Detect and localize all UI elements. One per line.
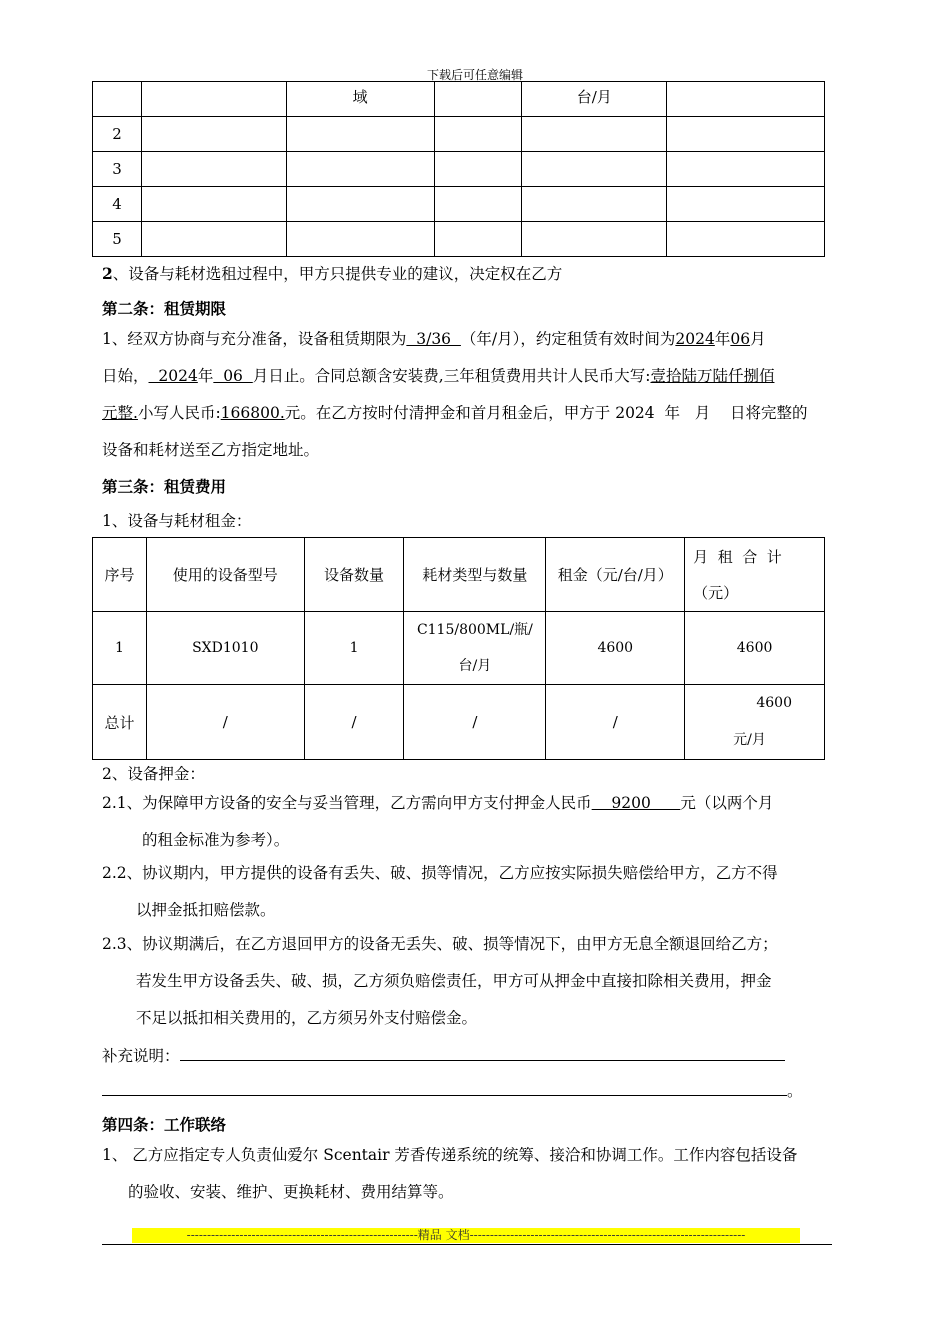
article3-heading: 第三条：租赁费用 <box>102 477 227 496</box>
article4-heading: 第四条：工作联络 <box>102 1115 227 1134</box>
deposit-clause-2-1: 2.1、为保障甲方设备的安全与妥当管理，乙方需向甲方支付押金人民币 9200 元（以两个月 的租金标准为参考）。 <box>102 794 774 849</box>
table-row <box>93 222 825 257</box>
cell-total-label: 总计 <box>93 685 147 760</box>
footer-banner: ---------------------------------------------------------精品 文档-------------------------------------------------------------------- <box>132 1228 800 1243</box>
cell-consumable: C115/800ML/瓶/台/月 <box>404 612 546 685</box>
rent-table <box>92 537 825 760</box>
row-index: 4 <box>93 187 142 222</box>
table-row <box>93 538 825 612</box>
table-cell <box>141 82 286 117</box>
col-header-model: 使用的设备型号 <box>146 538 304 612</box>
cell-model: SXD1010 <box>146 612 304 685</box>
table-row <box>93 685 825 760</box>
supplement-blank <box>180 1046 785 1061</box>
article2-paragraph: 1、经双方协商与充分准备，设备租赁期限为 3/36 （年/月），约定租赁有效时间为2024年06月 日始， 2024年 06 月日止。合同总额含安装费,三年租赁费用共计人民币大写:壹拾陆万陆仟捌佰 元整.小写人民币:166800.元。在乙方按时付清押金和首月租金后，甲方于 2024 年 月 日将完整的 设备和耗材送至乙方指定地址。 <box>102 330 808 459</box>
table-cell <box>434 82 522 117</box>
cell-rent: 4600 <box>546 612 685 685</box>
col-header-qty: 设备数量 <box>304 538 404 612</box>
table-row <box>93 612 825 685</box>
row-index: 3 <box>93 152 142 187</box>
table-cell: 台/月 <box>522 82 667 117</box>
table-cell <box>93 82 142 117</box>
article2-heading: 第二条：租赁期限 <box>102 299 227 318</box>
article4-paragraph: 1、 乙方应指定专人负责仙爱尔 Scentair 芳香传递系统的统筹、接洽和协调工作。工作内容包括设备 的验收、安装、维护、更换耗材、费用结算等。 <box>102 1146 798 1201</box>
footer-rule <box>102 1244 832 1245</box>
cell-total-model: / <box>146 685 304 760</box>
table-cell: 域 <box>286 82 434 117</box>
cell-total-monthly: 4600 元/月 <box>685 685 825 760</box>
cell-monthly-total: 4600 <box>685 612 825 685</box>
page-header-note: 下载后可任意编辑 <box>426 68 523 82</box>
deposit-clause-2-3: 2.3、协议期满后，在乙方退回甲方的设备无丢失、破、损等情况下，由甲方无息全额退回给乙方； 若发生甲方设备丢失、破、损，乙方须负赔偿责任，甲方可从押金中直接扣除相关费用，押金 不足以抵扣相关费用的，乙方须另外支付赔偿金。 <box>102 935 778 1027</box>
supplement-line-2: 。 <box>102 1079 803 1101</box>
article3-sub2: 2、设备押金： <box>102 765 205 783</box>
supplement-line: 补充说明： <box>102 1044 785 1066</box>
article3-sub1: 1、设备与耗材租金： <box>102 512 252 530</box>
table-cell <box>667 82 825 117</box>
cell-seq: 1 <box>93 612 147 685</box>
article1-item2: 2、设备与耗材选租过程中，甲方只提供专业的建议，决定权在乙方 <box>102 264 563 283</box>
col-header-consumable: 耗材类型与数量 <box>404 538 546 612</box>
row-index: 2 <box>93 117 142 152</box>
equipment-area-table <box>92 81 825 257</box>
col-header-rent: 租金（元/台/月） <box>546 538 685 612</box>
col-header-seq: 序号 <box>93 538 147 612</box>
table-row <box>93 82 825 117</box>
row-index: 5 <box>93 222 142 257</box>
deposit-clause-2-2: 2.2、协议期内，甲方提供的设备有丢失、破、损等情况，乙方应按实际损失赔偿给甲方，乙方不得 以押金抵扣赔偿款。 <box>102 864 778 919</box>
cell-qty: 1 <box>304 612 404 685</box>
table-row <box>93 187 825 222</box>
cell-total-consumable: / <box>404 685 546 760</box>
cell-total-qty: / <box>304 685 404 760</box>
col-header-monthly-total: 月 租 合 计（元） <box>685 538 825 612</box>
table-row <box>93 152 825 187</box>
table-row <box>93 117 825 152</box>
cell-total-rent: / <box>546 685 685 760</box>
supplement-blank-2 <box>102 1081 787 1096</box>
